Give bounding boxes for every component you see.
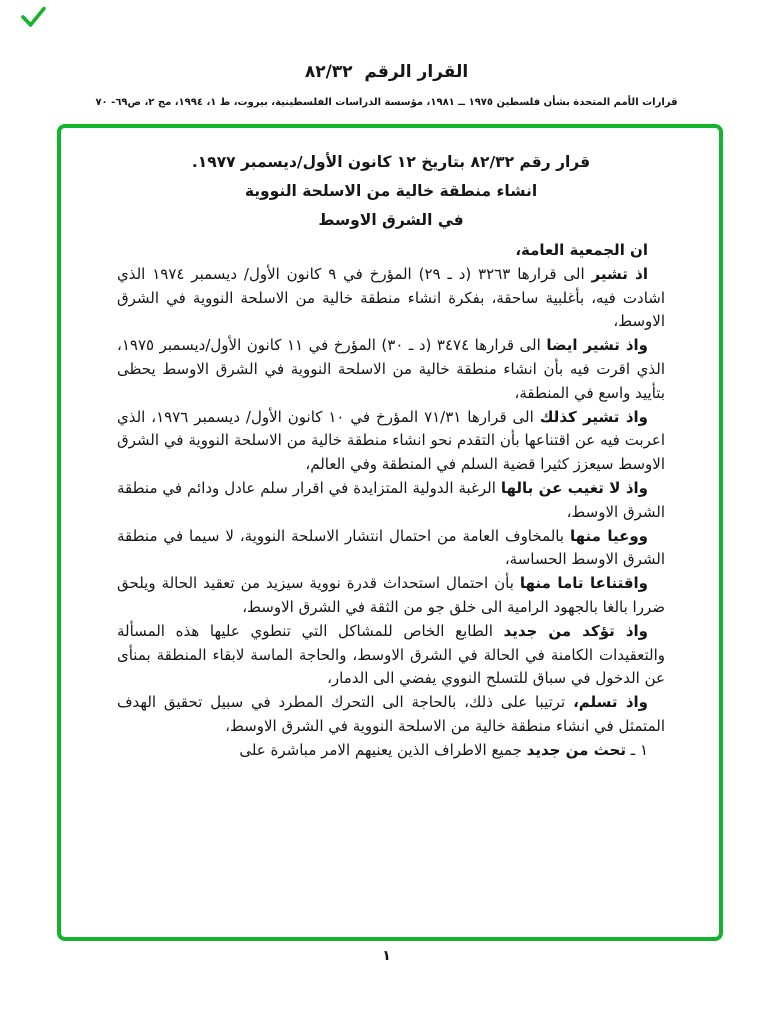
body-paragraphs xyxy=(117,263,665,763)
resolution-heading xyxy=(117,148,665,235)
resolution-heading-line: قرار رقم ٨٢/٣٢ بتاريخ ١٢ كانون الأول/ديسمبر ١٩٧٧. xyxy=(191,153,591,171)
body-paragraph: ١ ـ تحث من جديد جميع الاطراف الذين يعنيهم الامر مباشرة على xyxy=(239,740,648,759)
body-paragraph: واذ تشير كذلك الى قرارها ٧١/٣١ المؤرخ في ١٠ كانون الأول/ ديسمبر ١٩٧٦، الذي اعربت فيه عن اقتناعها بأن التقدم نحو انشاء منطقة خالية من الاسلحة النووية في الشرق الاوسط سيعزز كثيرا قضية السلم في المنطقة وفي العالم، xyxy=(117,407,665,474)
body-paragraph: اذ تشير الى قرارها ٣٢٦٣ (د ـ ٢٩) المؤرخ في ٩ كانون الأول/ ديسمبر ١٩٧٤ الذي اشادت فيه، بأغلبية ساحقة، بفكرة انشاء منطقة خالية من الاسلحة النووية في الشرق الاوسط، xyxy=(117,264,665,331)
green-checkmark-icon xyxy=(21,6,47,28)
resolution-heading-line: انشاء منطقة خالية من الاسلحة النووية xyxy=(244,182,538,200)
resolution-heading-line: في الشرق الاوسط xyxy=(318,211,464,229)
body-paragraph: واذ تؤكد من جديد الطابع الخاص للمشاكل التي تنطوي عليها هذه المسألة والتعقيدات الكامنة في الحالة في الشرق الاوسط، والحاجة الماسة لابقاء المنطقة بمنأى عن الدخول في سباق للتسلح النووي يفضي الى الدمار، xyxy=(117,621,665,688)
body-paragraph: واذ لا تغيب عن بالها الرغبة الدولية المتزايدة في اقرار سلم عادل ودائم في منطقة الشرق الاوسط، xyxy=(117,478,665,521)
body-paragraph: واذ تسلم، ترتيبا على ذلك، بالحاجة الى التحرك المطرد في سبيل تحقيق الهدف المتمثل في انشاء منطقة خالية من الاسلحة النووية في الشرق الاوسط، xyxy=(117,693,665,735)
source-citation-line: قرارات الأمم المتحدة بشأن فلسطين ١٩٧٥ ــ ١٩٨١، مؤسسة الدراسات الفلسطينية، بيروت، ط ١، ١٩٩٤، مج ٢، ص٦٩- ٧٠ xyxy=(95,97,678,108)
body-paragraph: ووعيا منها بالمخاوف العامة من احتمال انتشار الاسلحة النووية، لا سيما في منطقة الشرق الاوسط الحساسة، xyxy=(117,526,665,569)
resolution-body xyxy=(61,128,719,937)
highlight-box xyxy=(57,124,723,941)
page-title: القرار الرقم ٨٢/٣٢ xyxy=(304,62,469,82)
opening-line: ان الجمعية العامة، xyxy=(515,241,648,259)
page-number: ١ xyxy=(382,948,391,964)
body-paragraph: واذ تشير ايضا الى قرارها ٣٤٧٤ (د ـ ٣٠) المؤرخ في ١١ كانون الأول/ديسمبر ١٩٧٥، الذي اقرت فيه بأن انشاء منطقة خالية من الاسلحة النووية في الشرق الاوسط يحظى بتأييد واسع في المنطقة، xyxy=(117,336,665,402)
body-paragraph: واقتناعا تاما منها بأن احتمال استحداث قدرة نووية سيزيد من تعقيد الحالة ويلحق ضررا بالغا بالجهود الرامية الى خلق جو من الثقة في الشرق الاوسط، xyxy=(117,574,665,616)
body-text xyxy=(117,239,665,763)
